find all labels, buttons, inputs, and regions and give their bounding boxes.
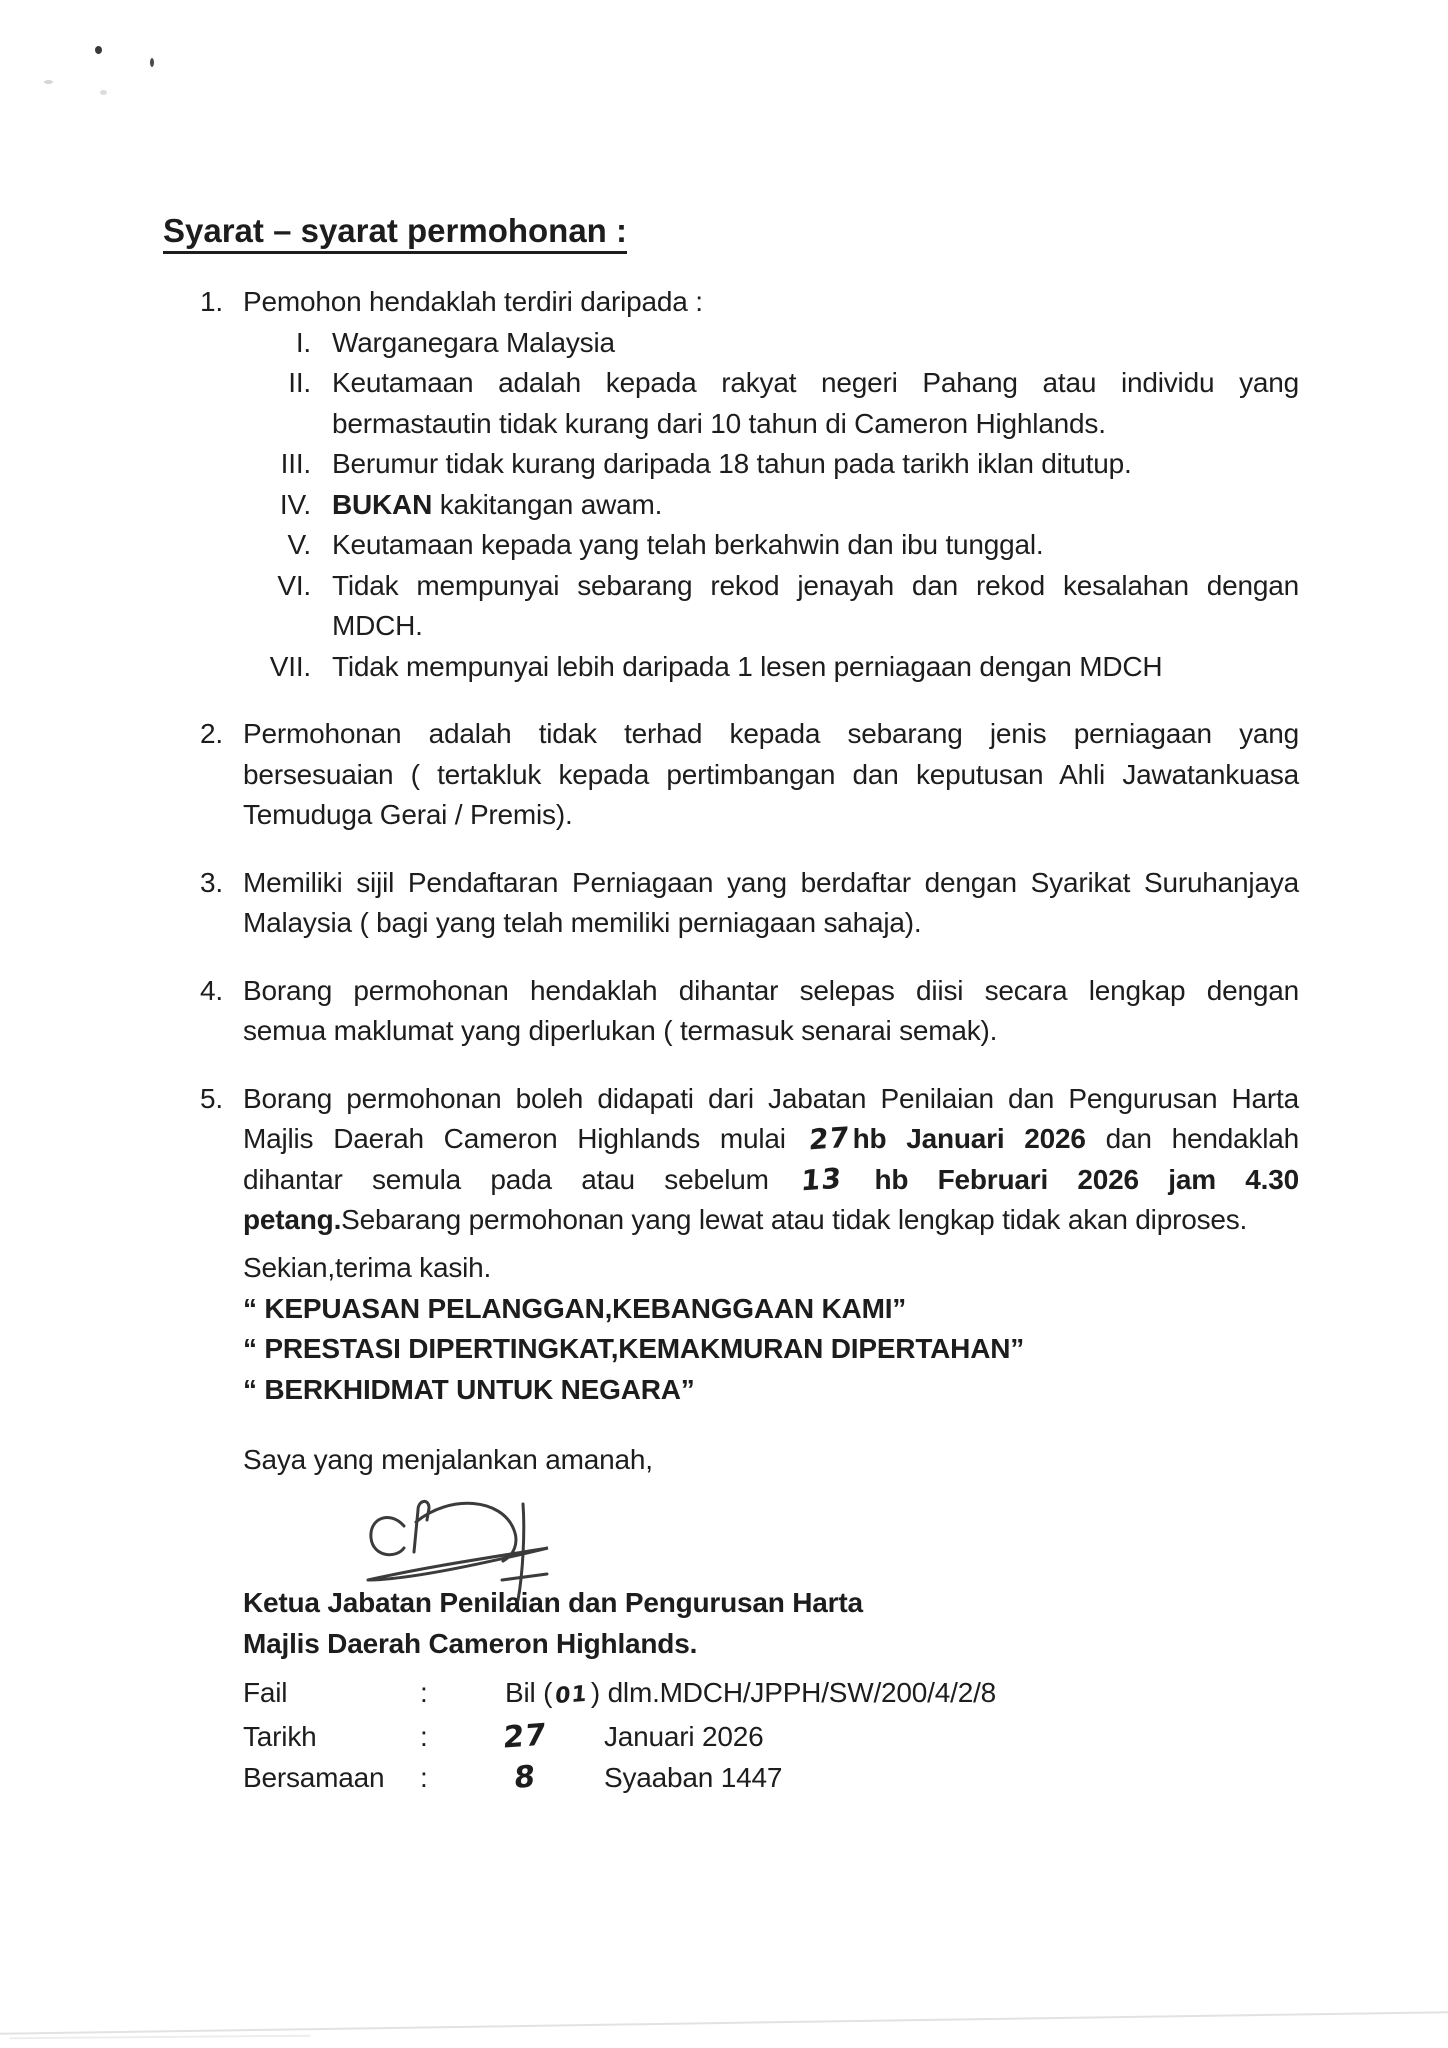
- handwritten-text: 13: [800, 1160, 844, 1198]
- scan-speck: [100, 90, 107, 95]
- sub-list-item: [243, 444, 1299, 485]
- scan-speck: [95, 46, 102, 54]
- text-line: [332, 525, 1299, 566]
- text-segment: bersesuaian ( tertakluk kepada pertimbangan dan keputusan Ahli Jawatankuasa: [243, 758, 1299, 790]
- list-item: [200, 282, 1299, 687]
- text-segment: hb Januari 2026: [852, 1123, 1086, 1154]
- text-segment: Permohonan adalah tidak terhad kepada sebarang jenis perniagaan yang: [243, 718, 1299, 749]
- scan-speck: [150, 58, 154, 67]
- signer-title: Ketua Jabatan Penilaian dan Pengurusan Harta: [243, 1587, 863, 1618]
- item-content: [243, 282, 1299, 687]
- thanks-line: Sekian,terima kasih.: [243, 1252, 492, 1283]
- list-item: [200, 714, 1299, 836]
- list-item: [200, 971, 1299, 1052]
- field-label: Tarikh: [243, 1721, 317, 1752]
- sub-list-item: [243, 363, 1299, 444]
- sub-item-content: [332, 525, 1299, 566]
- scan-speck: [44, 80, 53, 84]
- file-ref-row: [243, 1672, 996, 1716]
- sub-item-content: [332, 566, 1299, 647]
- sub-item-content: [332, 647, 1299, 688]
- handwritten-text: 27: [807, 1120, 851, 1157]
- text-line: [332, 323, 1299, 364]
- handwritten-number: 8: [512, 1759, 538, 1796]
- text-segment: Berumur tidak kurang daripada 18 tahun pada tarikh iklan ditutup.: [332, 448, 1132, 479]
- item-number: 5.: [200, 1082, 223, 1114]
- list-item: [200, 1079, 1299, 1241]
- field-value: [505, 1672, 996, 1716]
- list-item: [200, 863, 1299, 944]
- item-number: 4.: [200, 974, 223, 1006]
- date-row: [243, 1716, 996, 1757]
- text-segment: Tidak mempunyai lebih daripada 1 lesen perniagaan dengan MDCH: [332, 650, 1163, 682]
- text-segment: BUKAN: [332, 488, 433, 520]
- sub-item-numeral: VII.: [269, 650, 311, 682]
- text-segment: Sebarang permohonan yang lewat atau tidak lengkap tidak akan diproses.: [341, 1204, 1248, 1235]
- closing-block: [243, 1248, 1303, 1481]
- text-segment: dan hendaklah: [1085, 1123, 1299, 1154]
- text-line: [243, 863, 1299, 904]
- sub-list-item: [243, 647, 1299, 688]
- scan-edge-line: [10, 2035, 310, 2040]
- sub-list-item: [243, 323, 1299, 364]
- text-line: [332, 485, 1299, 526]
- item-number: 3.: [200, 866, 223, 898]
- text-segment: Malaysia ( bagi yang telah memiliki perniagaan sahaja).: [243, 907, 922, 938]
- sub-list-item: [243, 525, 1299, 566]
- handwritten-number: [446, 1700, 505, 1704]
- text-segment: Januari 2026: [604, 1721, 764, 1752]
- sub-list-item: [243, 566, 1299, 647]
- slogan-line: “ PRESTASI DIPERTINGKAT,KEMAKMURAN DIPERTAHAN”: [243, 1333, 1025, 1364]
- salutation-line: Saya yang menjalankan amanah,: [243, 1444, 653, 1475]
- conditions-list: [200, 282, 1299, 1268]
- text-segment: [845, 1164, 874, 1195]
- handwritten-text: 01: [554, 1681, 589, 1710]
- document-heading: [163, 212, 627, 250]
- text-line: [243, 1079, 1299, 1120]
- text-segment: Tidak mempunyai sebarang rekod jenayah dan rekod kesalahan dengan: [332, 569, 1299, 601]
- text-line: [243, 1119, 1299, 1160]
- document-heading-text: Syarat – syarat permohonan :: [163, 212, 627, 254]
- text-segment: Temuduga Gerai / Premis).: [243, 799, 573, 830]
- field-value: [604, 1716, 764, 1757]
- text-line: [332, 404, 1299, 445]
- slogan-line: “ BERKHIDMAT UNTUK NEGARA”: [243, 1373, 695, 1405]
- text-line: [243, 903, 1299, 944]
- slogan-line: “ KEPUASAN PELANGGAN,KEBANGGAAN KAMI”: [243, 1292, 907, 1324]
- text-segment: Keutamaan kepada yang telah berkahwin dan ibu tunggal.: [332, 529, 1044, 560]
- sub-item-numeral: I.: [295, 326, 311, 358]
- item-content: [243, 1079, 1299, 1241]
- item-content: [243, 971, 1299, 1052]
- field-colon: :: [420, 1677, 428, 1708]
- text-line: [243, 971, 1299, 1012]
- text-line: [243, 1160, 1299, 1201]
- text-segment: dihantar semula pada atau sebelum: [243, 1163, 799, 1195]
- text-line: [243, 795, 1299, 836]
- sub-item-content: [332, 485, 1299, 526]
- text-segment: ) dlm.MDCH/JPPH/SW/200/4/2/8: [590, 1677, 997, 1708]
- text-line: [332, 566, 1299, 607]
- footer-block: [243, 1672, 996, 1798]
- text-segment: MDCH.: [332, 610, 423, 641]
- sub-item-numeral: V.: [287, 529, 311, 560]
- field-label: Fail: [243, 1677, 288, 1708]
- text-line: [332, 647, 1299, 688]
- handwritten-number: 27: [501, 1717, 549, 1756]
- text-line: [243, 282, 1299, 323]
- item-number: 1.: [200, 286, 223, 317]
- sub-list-item: [243, 485, 1299, 526]
- text-line: [332, 444, 1299, 485]
- text-segment: Syaaban 1447: [604, 1762, 783, 1793]
- text-segment: Majlis Daerah Cameron Highlands mulai: [243, 1123, 806, 1154]
- text-segment: Pemohon hendaklah terdiri daripada :: [243, 286, 703, 317]
- sub-item-content: [332, 323, 1299, 364]
- field-colon: :: [420, 1762, 428, 1793]
- text-segment: Borang permohonan hendaklah dihantar selepas diisi secara lengkap dengan: [243, 974, 1299, 1006]
- text-segment: kakitangan awam.: [432, 488, 663, 520]
- sub-item-content: [332, 363, 1299, 444]
- item-content: [243, 714, 1299, 836]
- sub-item-content: [332, 444, 1299, 485]
- text-line: [332, 363, 1299, 404]
- text-line: [243, 1011, 1299, 1052]
- sub-item-numeral: IV.: [279, 488, 311, 520]
- text-line: [243, 755, 1299, 796]
- text-segment: Warganegara Malaysia: [332, 326, 615, 358]
- text-segment: Borang permohonan boleh didapati dari Jabatan Penilaian dan Pengurusan Harta: [243, 1082, 1299, 1114]
- sub-item-numeral: VI.: [277, 569, 311, 601]
- text-line: [332, 606, 1299, 647]
- signature-scribble: [350, 1490, 600, 1625]
- sub-item-numeral: III.: [280, 448, 311, 479]
- field-colon: :: [420, 1721, 428, 1752]
- hijri-date-row: [243, 1757, 996, 1798]
- field-label: Bersamaan: [243, 1762, 385, 1793]
- text-line: [243, 1200, 1299, 1241]
- text-line: [243, 714, 1299, 755]
- item-number: 2.: [200, 718, 223, 749]
- text-segment: petang.: [243, 1204, 342, 1235]
- text-segment: Bil (: [505, 1677, 553, 1708]
- signer-org: Majlis Daerah Cameron Highlands.: [243, 1628, 698, 1659]
- text-segment: Keutamaan adalah kepada rakyat negeri Pahang atau individu yang: [332, 367, 1299, 398]
- scan-edge-line: [0, 2011, 1448, 2035]
- text-segment: bermastautin tidak kurang dari 10 tahun di Cameron Highlands.: [332, 407, 1106, 439]
- sub-item-numeral: II.: [288, 367, 311, 398]
- item-content: [243, 863, 1299, 944]
- text-segment: Memiliki sijil Pendaftaran Perniagaan yang berdaftar dengan Syarikat Suruhanjaya: [243, 866, 1299, 898]
- text-segment: semua maklumat yang diperlukan ( termasuk senarai semak).: [243, 1015, 998, 1046]
- field-value: [604, 1757, 782, 1798]
- text-segment: hb Februari 2026 jam 4.30: [874, 1163, 1299, 1195]
